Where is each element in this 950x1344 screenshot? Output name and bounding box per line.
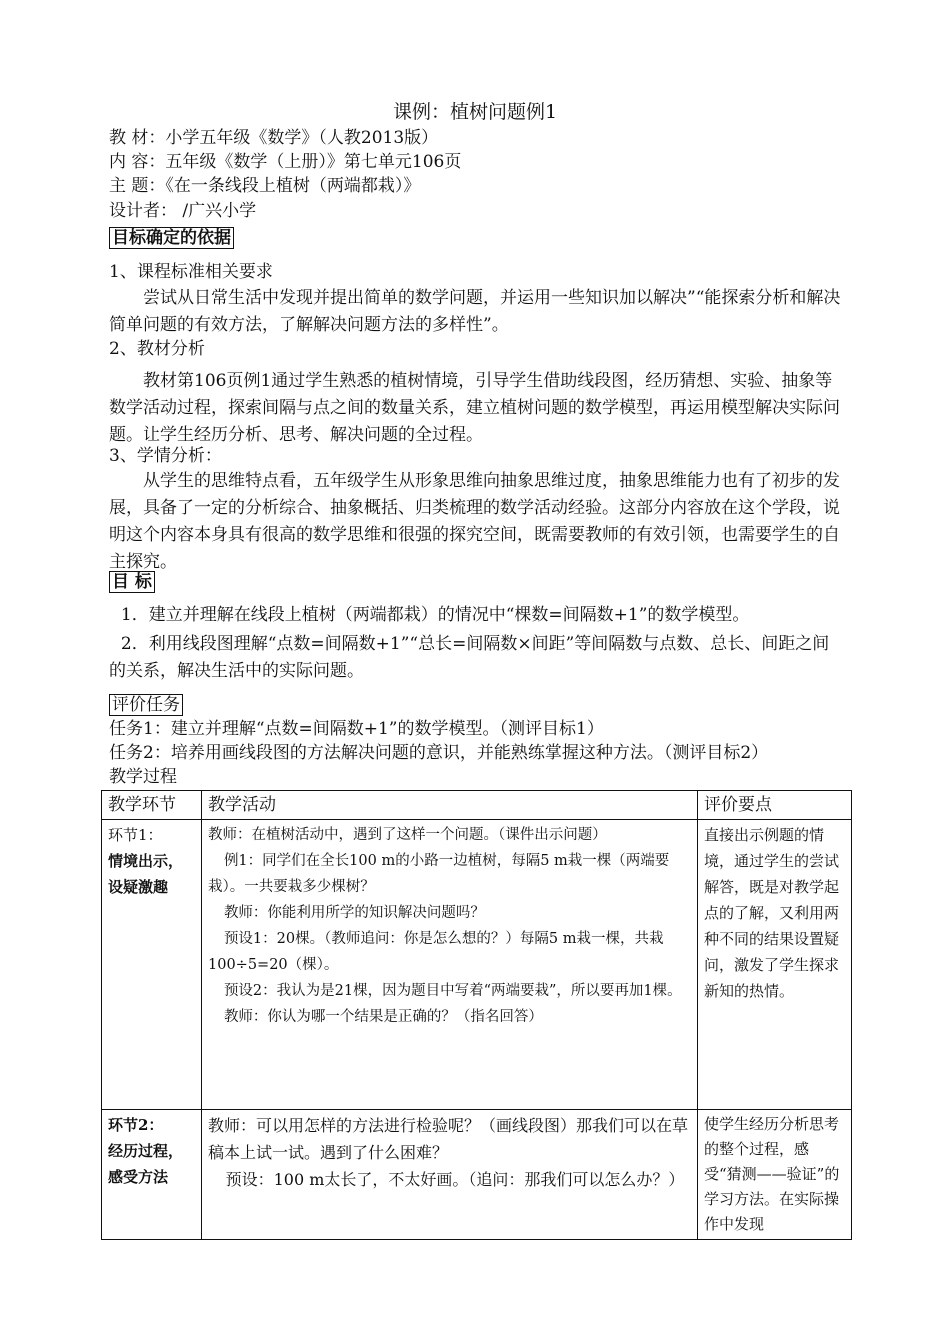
stage-1-name: 情境出示，设疑激趣	[108, 852, 184, 896]
stage-2-number: 环节2：	[108, 1116, 164, 1134]
basis-heading	[109, 226, 234, 250]
eval-heading	[109, 693, 183, 717]
activity-1-line-1: 教师：在植树活动中，遇到了这样一个问题。（课件出示问题）	[208, 827, 607, 843]
activity-1-line-5: 预设2：我认为是21棵，因为题目中写着“两端要栽”，所以要再加1棵。	[223, 983, 682, 999]
activity-1-line-2: 例1：同学们在全长100 m的小路一边植树，每隔5 m栽一棵（两端要栽）。一共要栽多少棵树？	[208, 853, 670, 895]
col-eval-header: 评价要点	[698, 791, 852, 820]
eval-heading-text: 评价任务	[109, 694, 183, 716]
info-theme: 主 题：《在一条线段上植树（两端都栽）》	[109, 176, 421, 196]
activity-2-line-2: 预设：100 m太长了，不太好画。（追问：那我们可以怎么办？）	[225, 1170, 685, 1189]
info-designer: 设计者： /广兴小学	[109, 201, 257, 221]
basis-heading-text: 目标确定的依据	[109, 227, 234, 249]
activity-1-line-6: 教师：你认为哪一个结果是正确的？（指名回答）	[223, 1009, 543, 1025]
goals-heading-text: 目 标	[109, 571, 155, 593]
process-table	[101, 790, 852, 1240]
goal-1: 1．建立并理解在线段上植树（两端都栽）的情况中“棵数=间隔数+1”的数学模型。	[120, 605, 750, 625]
stage-2-name: 经历过程，感受方法	[108, 1142, 184, 1186]
activity-cell-1	[202, 820, 698, 1110]
goals-heading	[109, 570, 155, 594]
eval-task-2: 任务2：培养用画线段图的方法解决问题的意识，并能熟练掌握这种方法。（测评目标2）	[109, 743, 769, 763]
info-content: 内 容：五年级《数学（上册）》第七单元106页	[109, 152, 462, 172]
lesson-title: 课例：植树问题例1	[392, 101, 558, 123]
activity-cell-2	[202, 1110, 698, 1240]
basis-s3-text: 从学生的思维特点看，五年级学生从形象思维向抽象思维过度，抽象思维能力也有了初步的发展，具备了一定的分析综合、抽象概括、归类梳理的数学活动经验。这部分内容放在这个学段，说明这个内容本身具有很高的数学思维和很强的探究空间，既需要教师的有效引领，也需要学生的自主探究。	[109, 471, 840, 572]
stage-cell-1	[102, 820, 202, 1110]
table-row	[102, 1110, 852, 1240]
activity-1-line-3: 教师：你能利用所学的知识解决问题吗？	[223, 905, 485, 921]
goal-2: 2．利用线段图理解“点数=间隔数+1”“总长=间隔数×间距”等间隔数与点数、总长、间距之间的关系，解决生活中的实际问题。	[109, 634, 830, 681]
eval-cell-2: 使学生经历分析思考的整个过程，感受“猜测——验证”的学习方法。在实际操作中发现	[698, 1110, 852, 1240]
basis-s1-text: 尝试从日常生活中发现并提出简单的数学问题，并运用一些知识加以解决”“能探索分析和解决简单问题的有效方法，了解解决问题方法的多样性”。	[109, 288, 841, 335]
basis-s1-title: 1、课程标准相关要求	[109, 262, 273, 282]
stage-cell-2	[102, 1110, 202, 1240]
col-activity-header: 教学活动	[202, 791, 698, 820]
info-textbook: 教 材：小学五年级《数学》（人教2013版）	[109, 128, 439, 148]
col-stage-header: 教学环节	[102, 791, 202, 820]
stage-1-number: 环节1：	[108, 826, 163, 844]
eval-cell-1: 直接出示例题的情境，通过学生的尝试解答，既是对教学起点的了解，又利用两种不同的结果设置疑问，激发了学生探求新知的热情。	[698, 820, 852, 1110]
basis-s3-title: 3、学情分析：	[109, 446, 222, 466]
activity-2-line-1: 教师：可以用怎样的方法进行检验呢？（画线段图）那我们可以在草稿本上试一试。遇到了什么困难？	[208, 1116, 689, 1162]
process-heading: 教学过程	[109, 767, 177, 787]
eval-task-1: 任务1：建立并理解“点数=间隔数+1”的数学模型。（测评目标1）	[109, 719, 604, 739]
table-row	[102, 820, 852, 1110]
basis-s2-title: 2、教材分析	[109, 339, 205, 359]
table-header-row	[102, 791, 852, 820]
basis-s2-text: 教材第106页例1通过学生熟悉的植树情境，引导学生借助线段图，经历猜想、实验、抽象等数学活动过程，探索间隔与点之间的数量关系，建立植树问题的数学模型，再运用模型解决实际问题。让学生经历分析、思考、解决问题的全过程。	[109, 371, 840, 445]
activity-1-line-4: 预设1：20棵。（教师追问：你是怎么想的？）每隔5 m栽一棵，共栽100÷5=20（棵）。	[208, 931, 664, 973]
